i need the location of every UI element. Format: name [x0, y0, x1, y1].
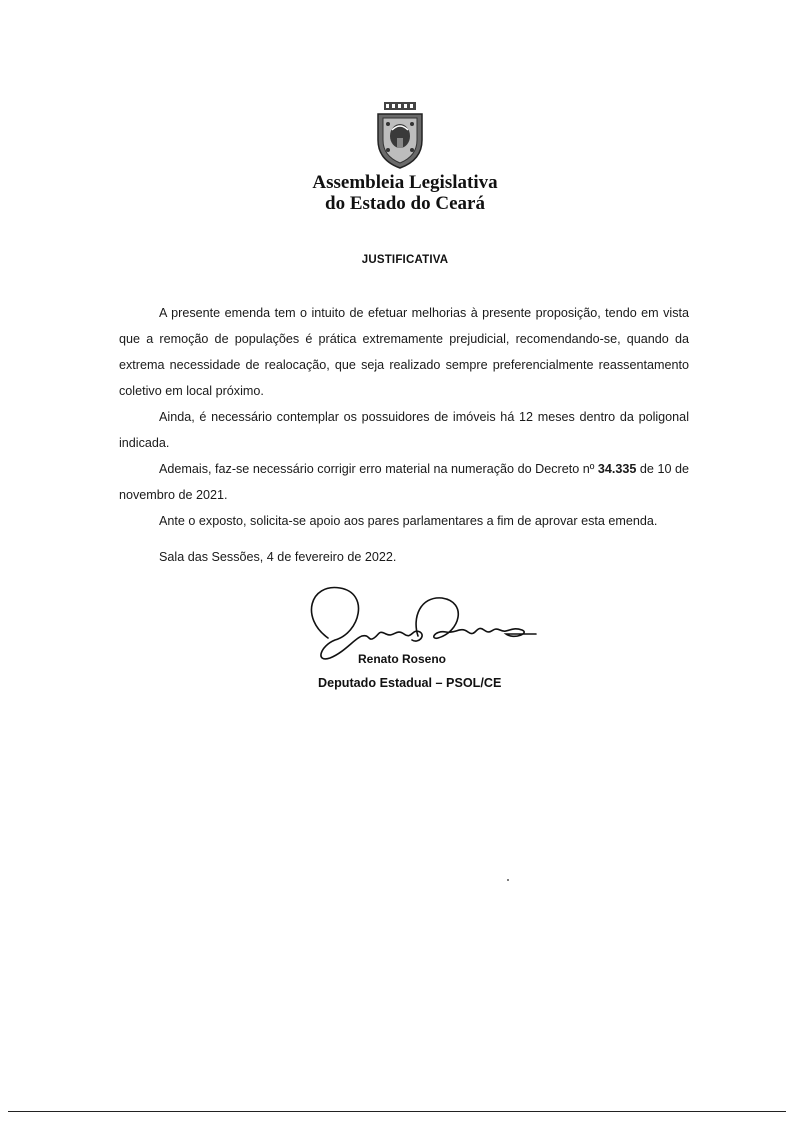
- coat-of-arms-icon: [370, 100, 430, 170]
- signer-name: Renato Roseno: [358, 652, 447, 666]
- paragraph-1: A presente emenda tem o intuito de efetuar melhorias à presente proposição, tendo em vista que a remoção de populações é prática extremamente prejudicial, recomendando-se, quando da extrema necessidade de realocação, que seja realizado sempre preferencialmente reassentamento coletivo em local próximo.: [119, 306, 689, 398]
- document-title: JUSTIFICATIVA: [361, 254, 449, 266]
- closing-place-date: Sala das Sessões, 4 de fevereiro de 2022.: [159, 550, 397, 564]
- institution-name-line2: do Estado do Ceará: [325, 193, 485, 214]
- institution-name-line1: Assembleia Legislativa: [312, 172, 498, 193]
- scan-speck: [507, 879, 509, 881]
- paragraph-4: Ante o exposto, solicita-se apoio aos pares parlamentares a fim de aprovar esta emenda.: [159, 514, 658, 528]
- decree-number: 34.335: [597, 462, 637, 476]
- bottom-rule: [8, 1111, 786, 1112]
- institution-name: [250, 172, 560, 214]
- paragraph-3-text-a: Ademais, faz-se necessário corrigir erro material na numeração do Decreto nº: [159, 462, 598, 476]
- paragraph-3-text-b: de 10 de novembro de 2021.: [119, 462, 689, 502]
- paragraph-2: Ainda, é necessário contemplar os possuidores de imóveis há 12 meses dentro da poligonal indicada.: [119, 410, 689, 450]
- document-body: [119, 300, 689, 534]
- paragraph-3: [119, 456, 689, 508]
- signer-role: Deputado Estadual – PSOL/CE: [318, 676, 502, 690]
